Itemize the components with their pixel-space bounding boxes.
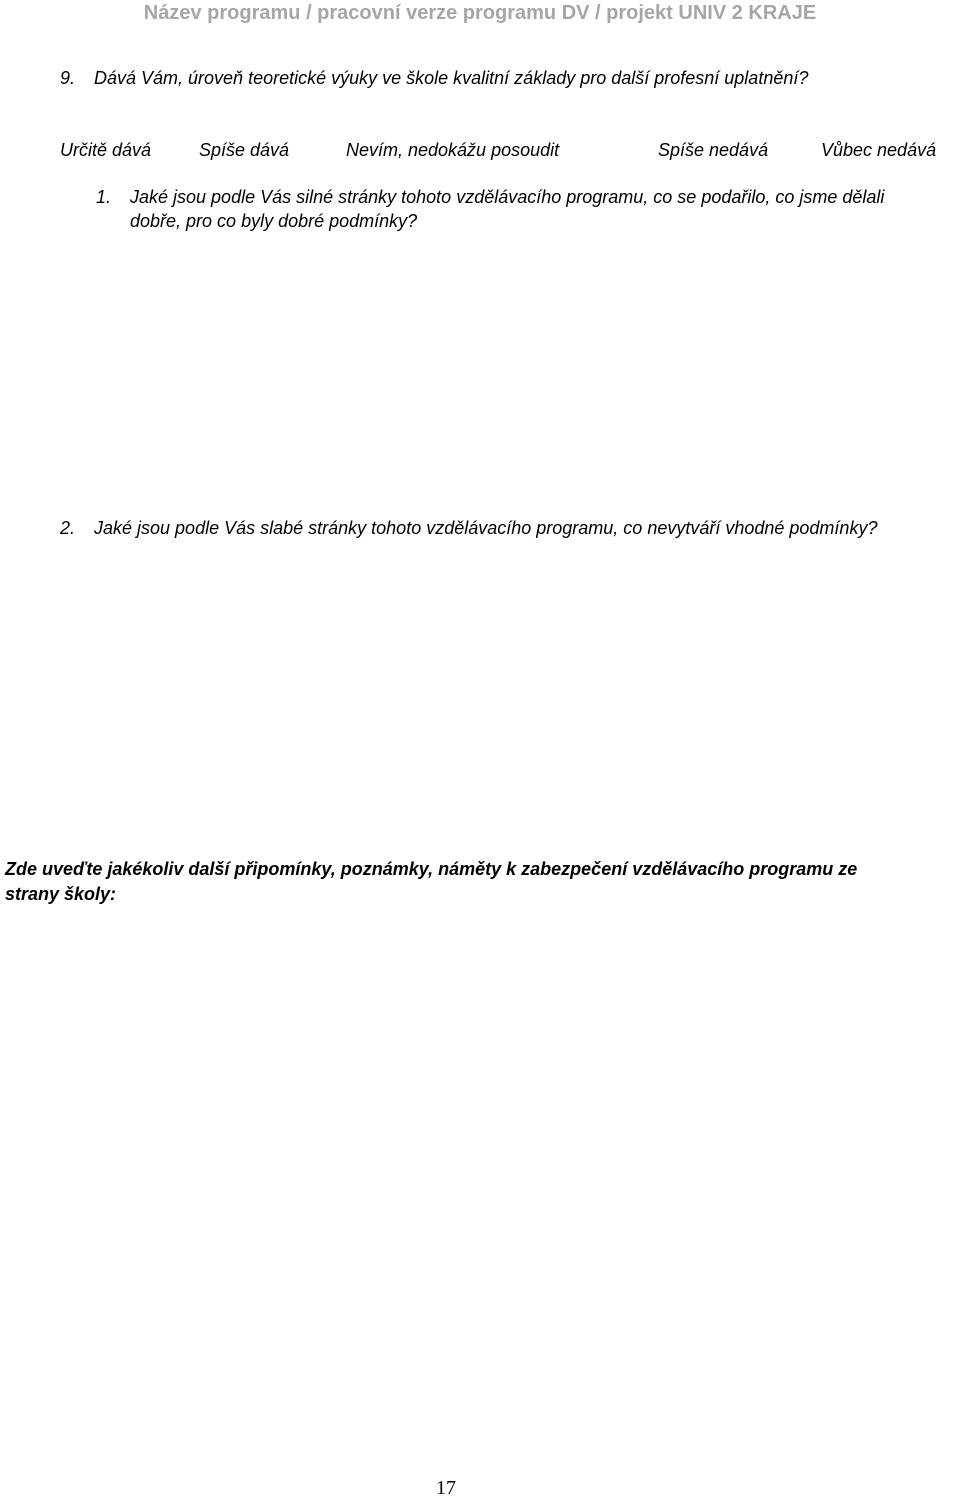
question-1 <box>96 185 916 233</box>
question-2 <box>60 516 940 540</box>
page-number: 17 <box>436 1477 456 1499</box>
question-1-number: 1. <box>96 187 112 207</box>
question-9 <box>60 66 940 90</box>
question-2-number: 2. <box>60 518 76 538</box>
answer-option-vubec-nedava[interactable]: Vůbec nedává <box>821 140 937 160</box>
answer-option-spise-dava[interactable]: Spíše dává <box>199 140 290 160</box>
answer-option-nevim[interactable]: Nevím, nedokážu posoudit <box>346 140 560 160</box>
question-1-text: Jaké jsou podle Vás silné stránky tohoto vzdělávacího programu, co se podařilo, co jsme dělali dobře, pro co byly dobré podmínky? <box>130 187 885 231</box>
answer-option-spise-nedava[interactable]: Spíše nedává <box>658 140 769 160</box>
question-9-text: Dává Vám, úroveň teoretické výuky ve škole kvalitní základy pro další profesní uplatnění? <box>94 68 809 88</box>
answer-option-urcite-dava[interactable]: Určitě dává <box>60 140 152 160</box>
answer-options <box>0 138 960 162</box>
question-2-text: Jaké jsou podle Vás slabé stránky tohoto vzdělávacího programu, co nevytváří vhodné podmínky? <box>94 518 878 538</box>
page-header: Název programu / pracovní verze programu DV / projekt UNIV 2 KRAJE <box>143 2 817 24</box>
question-9-number: 9. <box>60 68 76 88</box>
remarks-prompt: Zde uveďte jakékoliv další připomínky, poznámky, náměty k zabezpečení vzdělávacího programu ze strany školy: <box>5 859 858 904</box>
